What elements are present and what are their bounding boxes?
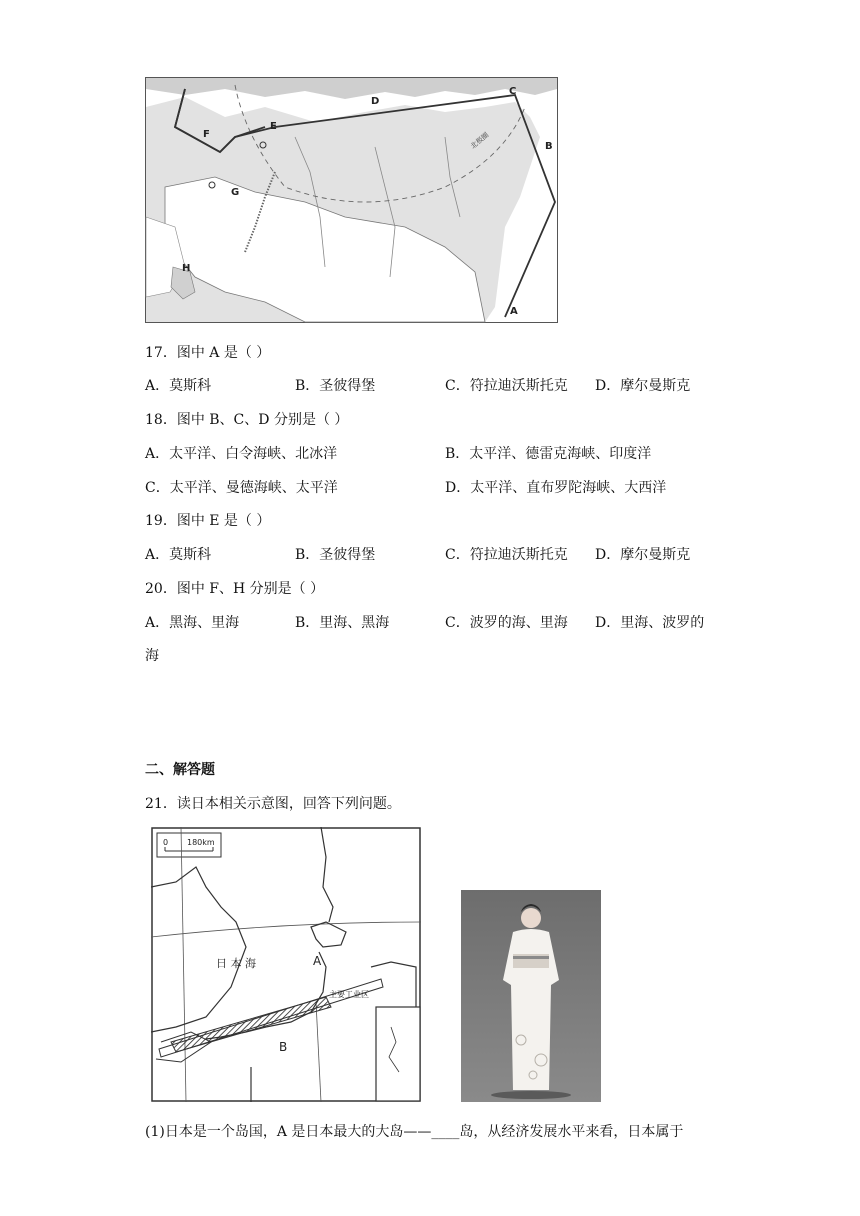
japan-label-a: A bbox=[313, 954, 322, 968]
q19-option-a[interactable]: A．莫斯科 bbox=[145, 547, 212, 563]
q18-option-a[interactable]: A．太平洋、白令海峡、北冰洋 bbox=[145, 446, 338, 462]
q20-option-d-wrap: 海 bbox=[145, 648, 159, 664]
japan-map bbox=[151, 827, 421, 1102]
map-label-c: C bbox=[509, 86, 517, 97]
q18-option-d[interactable]: D．太平洋、直布罗陀海峡、大西洋 bbox=[445, 480, 667, 496]
map-label-b: B bbox=[545, 141, 553, 152]
q21-stem: 21．读日本相关示意图，回答下列问题。 bbox=[145, 796, 401, 812]
russia-map bbox=[145, 77, 558, 323]
q19-option-b[interactable]: B．圣彼得堡 bbox=[295, 547, 376, 563]
map-label-e: E bbox=[270, 121, 277, 132]
q17-option-c[interactable]: C．符拉迪沃斯托克 bbox=[445, 378, 568, 394]
q20-stem: 20．图中 F、H 分别是（ ） bbox=[145, 581, 325, 597]
arctic-circle-label: 北极圈 bbox=[469, 130, 491, 151]
scale-zero-label: 0 bbox=[163, 838, 169, 847]
q18-stem: 18．图中 B、C、D 分别是（ ） bbox=[145, 412, 349, 428]
sea-of-japan-label: 日 本 海 bbox=[216, 957, 256, 970]
q21-sub1: (1)日本是一个岛国，A 是日本最大的大岛——____岛，从经济发展水平来看，日本属于 bbox=[145, 1124, 684, 1140]
q18-option-c[interactable]: C．太平洋、曼德海峡、太平洋 bbox=[145, 480, 338, 496]
map-label-g: G bbox=[231, 187, 240, 198]
scale-distance-label: 180km bbox=[187, 838, 215, 847]
q20-option-c[interactable]: C．波罗的海、里海 bbox=[445, 615, 568, 631]
q19-option-c[interactable]: C．符拉迪沃斯托克 bbox=[445, 547, 568, 563]
q17-option-b[interactable]: B．圣彼得堡 bbox=[295, 378, 376, 394]
section-title: 二、解答题 bbox=[145, 762, 215, 778]
industry-label: 主要工业区 bbox=[329, 990, 369, 999]
map-label-h: H bbox=[182, 263, 191, 274]
q17-stem: 17．图中 A 是（ ） bbox=[145, 345, 271, 361]
kimono-photo bbox=[461, 890, 601, 1102]
q17-option-a[interactable]: A．莫斯科 bbox=[145, 378, 212, 394]
q20-option-b[interactable]: B．里海、黑海 bbox=[295, 615, 390, 631]
map-label-f: F bbox=[203, 129, 210, 140]
map-label-a: A bbox=[510, 306, 518, 317]
q19-option-d[interactable]: D．摩尔曼斯克 bbox=[595, 547, 691, 563]
q17-option-d[interactable]: D．摩尔曼斯克 bbox=[595, 378, 691, 394]
map-label-d: D bbox=[371, 96, 380, 107]
q20-option-a[interactable]: A．黑海、里海 bbox=[145, 615, 240, 631]
q19-stem: 19．图中 E 是（ ） bbox=[145, 513, 271, 529]
japan-label-b: B bbox=[279, 1040, 288, 1054]
q20-option-d[interactable]: D．里海、波罗的 bbox=[595, 615, 705, 631]
q18-option-b[interactable]: B．太平洋、德雷克海峡、印度洋 bbox=[445, 446, 652, 462]
